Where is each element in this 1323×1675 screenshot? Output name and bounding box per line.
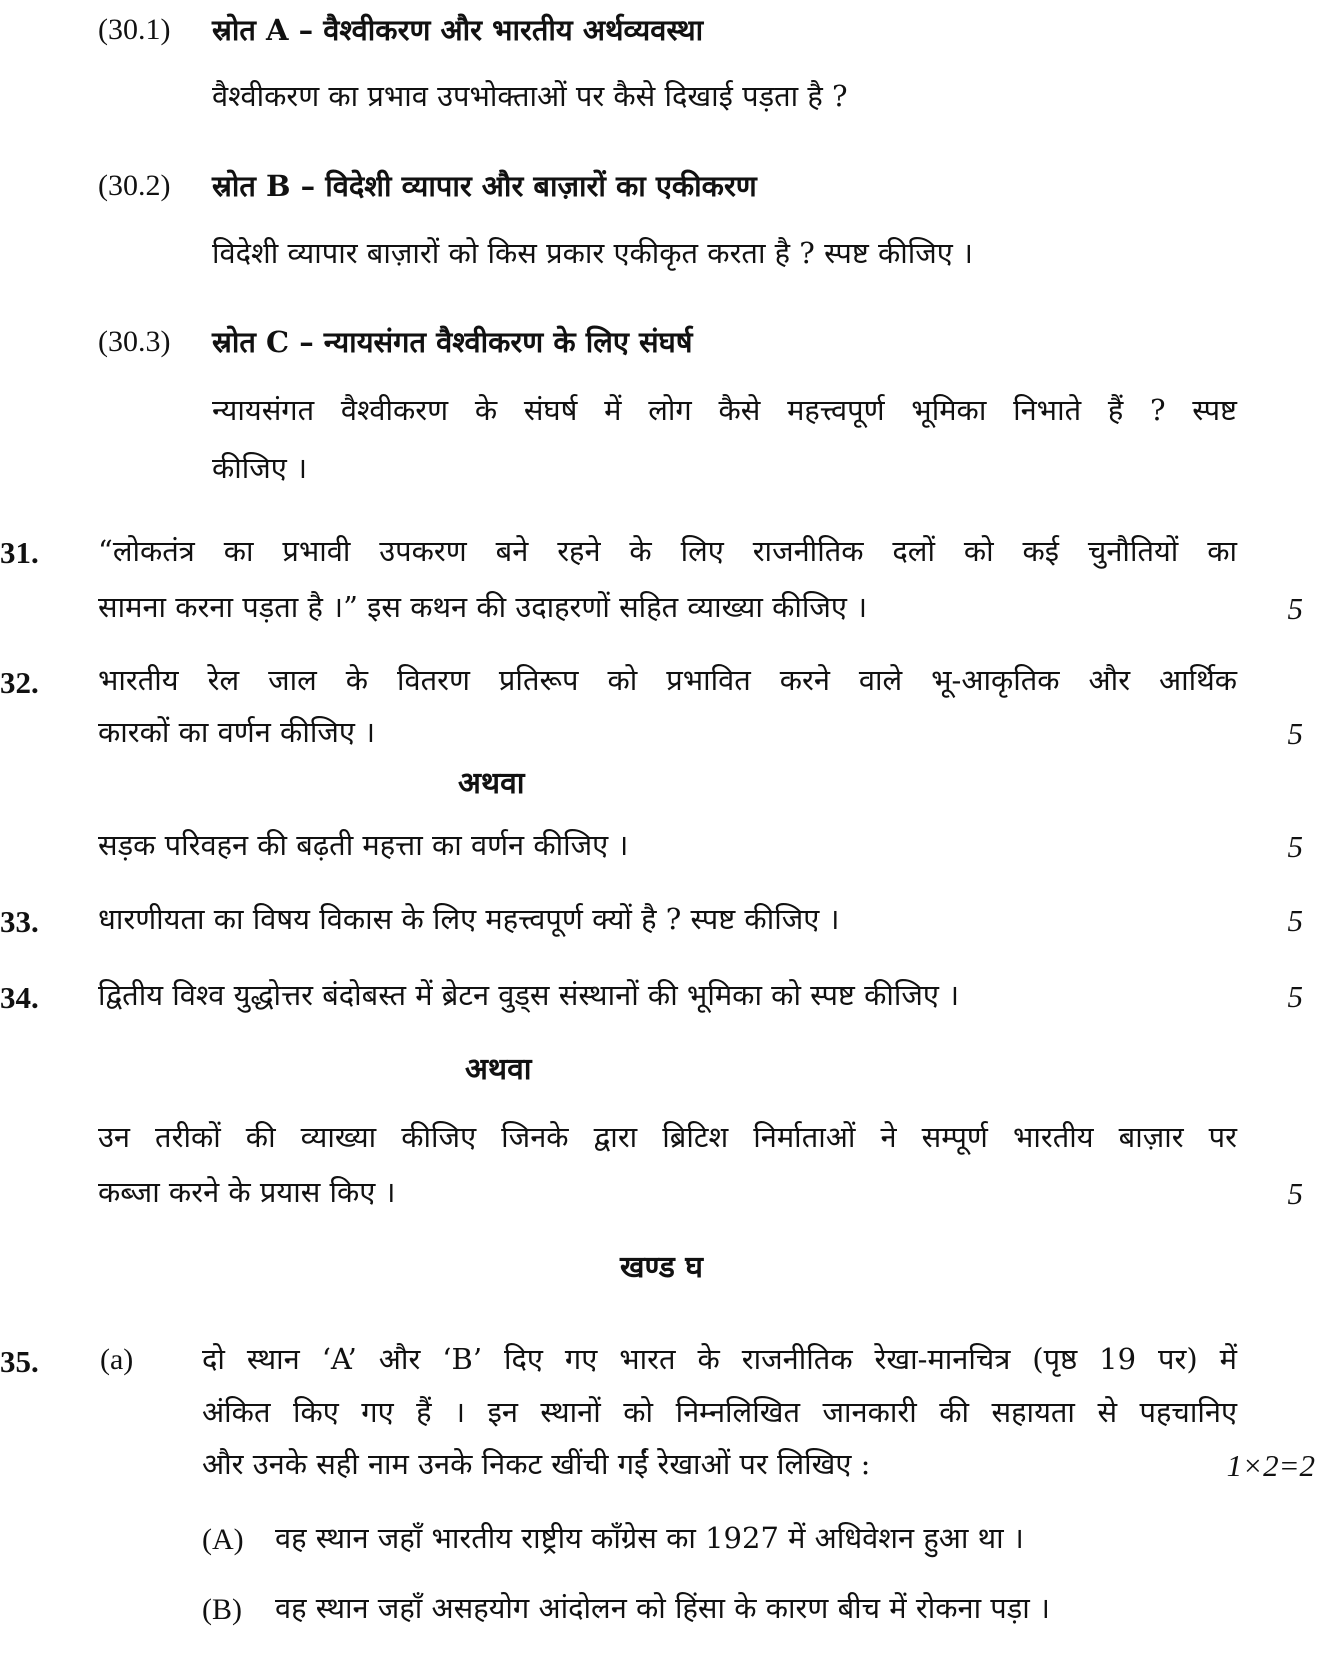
q35-item-b-label: (B) [202,1593,242,1626]
q30-2-label: (30.2) [98,169,171,202]
q30-3-question-line1: न्यायसंगत वैश्वीकरण के संघर्ष में लोग कैसे महत्त्वपूर्ण भूमिका निभाते हैं ? स्पष्ट [212,393,1237,427]
q32-alt-marks: 5 [1287,829,1303,864]
q35-line1: दो स्थान ‘A’ और ‘B’ दिए गए भारत के राजनीतिक रेखा-मानचित्र (पृष्ठ 19 पर) में [202,1342,1237,1376]
q30-3-question-line2: कीजिए । [212,451,308,485]
q34-or-label: अथवा [465,1052,532,1087]
q32-marks: 5 [1287,716,1303,751]
q31-marks: 5 [1287,591,1303,626]
q32-line2: कारकों का वर्णन कीजिए । [98,715,376,749]
q35-part-label: (a) [100,1343,134,1376]
q33-marks: 5 [1287,903,1303,938]
q30-1-heading: स्रोत A – वैश्वीकरण और भारतीय अर्थव्यवस्था [212,13,704,47]
section-title: खण्ड घ [619,1250,703,1285]
q32-number: 32. [0,665,39,700]
q31-line2: सामना करना पड़ता है ।” इस कथन की उदाहरणों सहित व्याख्या कीजिए । [98,590,868,624]
q33-number: 33. [0,904,39,939]
q35-line3: और उनके सही नाम उनके निकट खींची गईं रेखाओं पर लिखिए : [202,1447,871,1481]
q33-text: धारणीयता का विषय विकास के लिए महत्त्वपूर्ण क्यों है ? स्पष्ट कीजिए । [98,902,840,936]
q32-or-label: अथवा [458,766,525,801]
q30-3-label: (30.3) [98,325,171,358]
q30-2-question: विदेशी व्यापार बाज़ारों को किस प्रकार एकीकृत करता है ? स्पष्ट कीजिए । [212,236,974,270]
q34-marks: 5 [1287,979,1303,1014]
q34-alt-line2: कब्जा करने के प्रयास किए । [98,1175,396,1209]
q35-item-a-text: वह स्थान जहाँ भारतीय राष्ट्रीय काँग्रेस का 1927 में अधिवेशन हुआ था । [275,1521,1024,1555]
q34-number: 34. [0,980,39,1015]
q30-1-question: वैश्वीकरण का प्रभाव उपभोक्ताओं पर कैसे दिखाई पड़ता है ? [212,79,848,113]
q32-alt: सड़क परिवहन की बढ़ती महत्ता का वर्णन कीजिए । [98,828,629,862]
q30-1-label: (30.1) [98,13,171,46]
q35-marks: 1×2=2 [1226,1448,1315,1483]
q35-number: 35. [0,1344,39,1379]
q30-3-heading: स्रोत C – न्यायसंगत वैश्वीकरण के लिए संघर्ष [212,325,693,359]
q35-item-a-label: (A) [202,1523,244,1556]
q31-line1: “लोकतंत्र का प्रभावी उपकरण बने रहने के लिए राजनीतिक दलों को कई चुनौतियों का [98,534,1237,568]
q31-number: 31. [0,535,39,570]
q34-alt-line1: उन तरीकों की व्याख्या कीजिए जिनके द्वारा ब्रिटिश निर्माताओं ने सम्पूर्ण भारतीय बाज़ार पर [98,1120,1237,1154]
q34-text: द्वितीय विश्व युद्धोत्तर बंदोबस्त में ब्रेटन वुड्स संस्थानों की भूमिका को स्पष्ट कीजिए । [98,978,960,1012]
q34-alt-marks: 5 [1287,1176,1303,1211]
q30-2-heading: स्रोत B – विदेशी व्यापार और बाज़ारों का एकीकरण [212,169,757,203]
q32-line1: भारतीय रेल जाल के वितरण प्रतिरूप को प्रभावित करने वाले भू-आकृतिक और आर्थिक [98,663,1237,697]
q35-item-b-text: वह स्थान जहाँ असहयोग आंदोलन को हिंसा के कारण बीच में रोकना पड़ा । [275,1591,1051,1625]
q35-line2: अंकित किए गए हैं । इन स्थानों को निम्नलिखित जानकारी की सहायता से पहचानिए [202,1395,1237,1429]
